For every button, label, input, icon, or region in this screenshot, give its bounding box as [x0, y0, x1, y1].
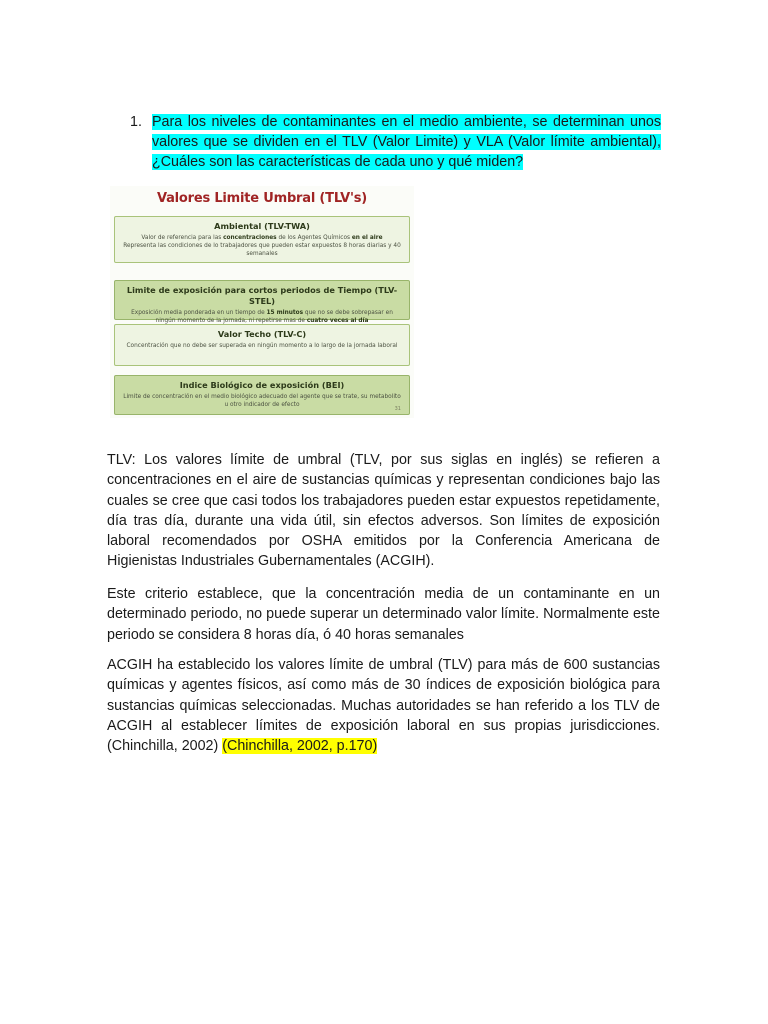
box-techo — [114, 324, 410, 366]
box-description: Limite de concentración en el medio biológico adecuado del agente que se trate, su metabolito u otro indicador de efecto — [123, 394, 401, 408]
paragraph-criterio: Este criterio establece, que la concentración media de un contaminante en un determinado periodo, no puede superar un determinado valor límite. Normalmente este periodo se considera 8 horas día, ó 40 horas semanales — [107, 586, 660, 643]
paragraph-tlv: TLV: Los valores límite de umbral (TLV, por sus siglas en inglés) se refieren a concentraciones en el aire de sustancias químicas y representan condiciones bajo las cuales se cree que casi todos los trabajadores pueden estar expuestos repetidamente, día tras día, durante una vida útil, sin efectos adversos. Son límites de exposición laboral recomendados por OSHA emitidos por la Conferencia Americana de Higienistas Industriales Gubernamentales (ACGIH). — [107, 452, 660, 570]
citation: (Chinchilla, 2002, p.170) — [222, 738, 378, 755]
box-title: Indice Biológico de exposición (BEI) — [179, 380, 345, 390]
figure-title: Valores Limite Umbral (TLV's) — [156, 191, 368, 206]
paragraph-acgih — [107, 655, 660, 756]
question-text: Para los niveles de contaminantes en el medio ambiente, se determinan unos valores que se dividen en el TLV (Valor Limite) y VLA (Valor límite ambiental), ¿Cuáles son las características de cada uno y qué miden? — [152, 114, 661, 170]
question-item — [130, 112, 661, 172]
box-description: Concentración que no debe ser superada en ningún momento a lo largo de la jornada laboral — [126, 343, 398, 349]
box-title: Ambiental (TLV-TWA) — [214, 221, 310, 231]
box-bei — [114, 375, 410, 415]
list-number: 1. — [130, 114, 142, 130]
box-description: Valor de referencia para las concentraciones de los Agentes Químicos en el aire Representa las condiciones de lo trabajadores que pueden estar expuestos 8 horas diarias y 40 semanales — [123, 235, 401, 257]
box-ambiental — [114, 216, 410, 263]
figure-page-number: 31 — [394, 406, 401, 412]
tlv-figure — [110, 186, 414, 418]
paragraph-acgih-text: ACGIH ha establecido los valores límite de umbral (TLV) para más de 600 sustancias químicas y agentes físicos, así como más de 30 índices de exposición biológica para sustancias químicas seleccionadas. Muchas autoridades se han referido a los TLV de ACGIH al establecer límites de exposición laboral en sus propias jurisdicciones. (Chinchilla, 2002) — [107, 657, 660, 755]
box-title: Limite de exposición para cortos periodos de Tiempo (TLV-STEL) — [126, 285, 398, 306]
box-description: Exposición media ponderada en un tiempo de 15 minutos que no se debe sobrepasar en ningún momento de la jornada, ni repetirse mas de cuatro veces al día — [131, 310, 393, 324]
box-title: Valor Techo (TLV-C) — [217, 329, 307, 339]
box-stel — [114, 280, 410, 324]
